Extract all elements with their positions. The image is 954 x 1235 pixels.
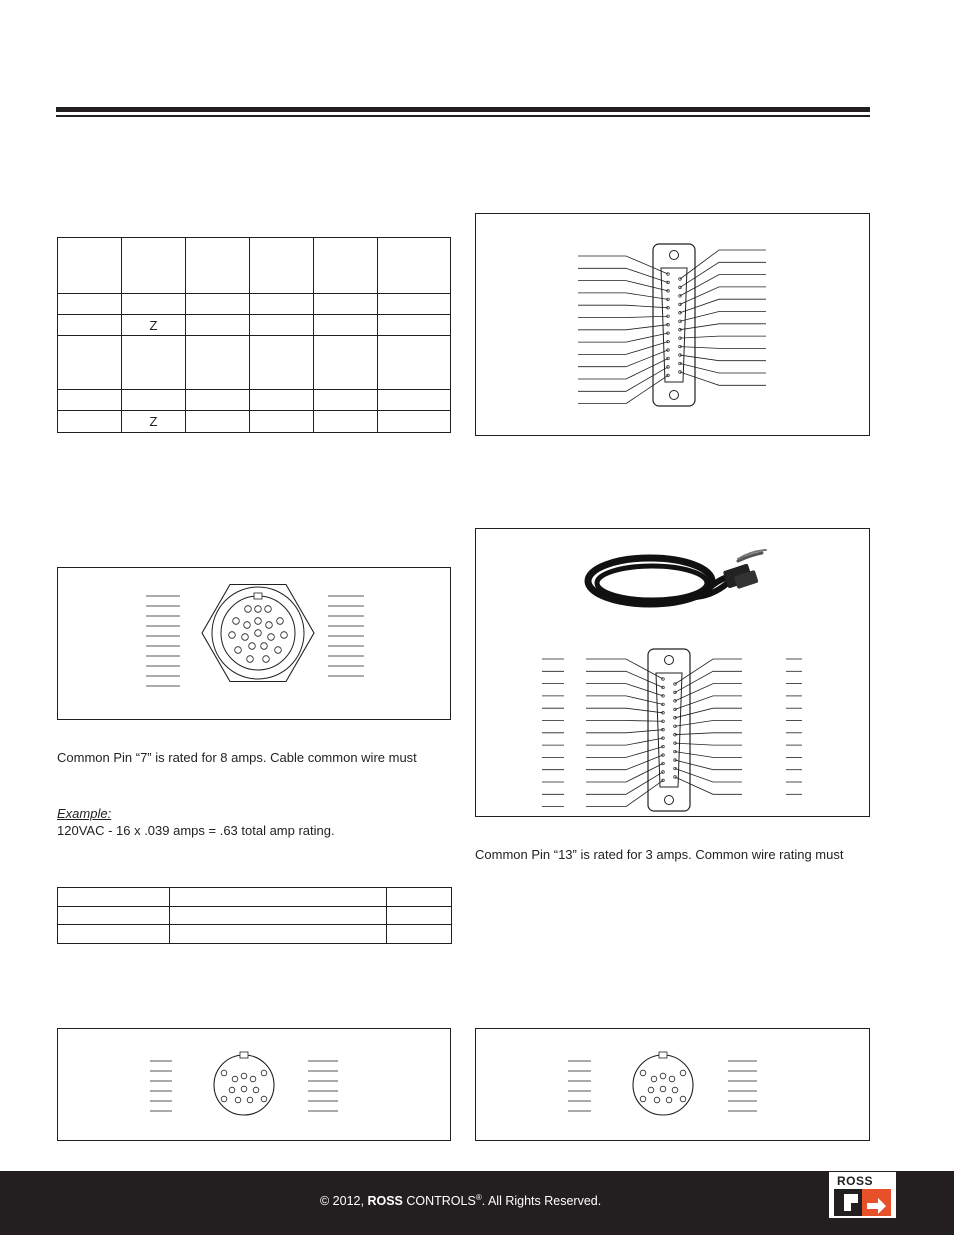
table-cell [250, 315, 314, 336]
table-cell [186, 294, 250, 315]
pin [261, 1096, 267, 1102]
pin [235, 647, 242, 654]
pin [660, 1086, 666, 1092]
table-cell [58, 411, 122, 433]
table-cell [387, 925, 452, 944]
key-notch [240, 1052, 248, 1058]
pin [672, 1087, 678, 1093]
header-rule-thin [56, 115, 870, 117]
table-cell [378, 390, 451, 411]
db25-connector-icon [476, 214, 871, 437]
specs-table [57, 237, 451, 433]
table-cell [250, 390, 314, 411]
table-cell [378, 315, 451, 336]
pin [263, 656, 270, 663]
table-cell [387, 907, 452, 925]
table-cell [250, 294, 314, 315]
circular-19pin-pinout-box [57, 567, 451, 720]
cable-db25-pinout-box [475, 528, 870, 817]
example-label: Example: [57, 806, 112, 821]
circular-12pin-pinout-box-right [475, 1028, 870, 1141]
pin [648, 1087, 654, 1093]
table-cell [58, 888, 170, 907]
ross-logo-mark-icon [834, 1189, 891, 1216]
pin [266, 622, 273, 629]
table-cell [314, 411, 378, 433]
pin [255, 630, 262, 637]
connector-face [221, 596, 295, 670]
pin [277, 618, 284, 625]
pin [245, 606, 252, 613]
table-cell [387, 888, 452, 907]
table-cell [186, 411, 250, 433]
connector-face [633, 1055, 693, 1115]
table-cell [250, 336, 314, 390]
pin [651, 1076, 657, 1082]
table-cell: Z [122, 315, 186, 336]
table-cell [170, 907, 387, 925]
table-cell [250, 411, 314, 433]
table-cell [122, 336, 186, 390]
logo-wordmark: ROSS [837, 1174, 874, 1188]
pin [265, 606, 272, 613]
table-cell [314, 315, 378, 336]
header-rule-thick [56, 107, 870, 112]
common-pin-7-note: Common Pin “7” is rated for 8 amps. Cable common wire must [57, 750, 417, 765]
footer-bar [0, 1171, 954, 1235]
table-cell [58, 390, 122, 411]
connector-ring [212, 587, 304, 679]
pin [221, 1070, 227, 1076]
pin [250, 1076, 256, 1082]
pin [253, 1087, 259, 1093]
circular-connector-12pin-icon [476, 1029, 871, 1142]
pin [242, 634, 249, 641]
amp-table [57, 887, 452, 944]
pin [255, 606, 262, 613]
table-cell [314, 294, 378, 315]
key-notch [659, 1052, 667, 1058]
table-cell [378, 411, 451, 433]
table-cell [58, 925, 170, 944]
pin [640, 1070, 646, 1076]
copyright-text: © 2012, ROSS CONTROLS®. All Rights Reserved. [320, 1193, 602, 1209]
table-cell [58, 294, 122, 315]
key-notch [254, 593, 262, 599]
pin [229, 632, 236, 639]
table-cell: Z [122, 411, 186, 433]
table-cell [378, 294, 451, 315]
table-cell [186, 336, 250, 390]
pin [261, 1070, 267, 1076]
pin [229, 1087, 235, 1093]
circular-connector-12pin-icon [58, 1029, 452, 1142]
table-cell [314, 336, 378, 390]
table-cell [170, 888, 387, 907]
table-cell [186, 315, 250, 336]
db25-pinout-box [475, 213, 870, 436]
pin [261, 643, 268, 650]
pin [235, 1097, 241, 1103]
table-cell [58, 238, 122, 294]
table-cell [170, 925, 387, 944]
table-cell [314, 238, 378, 294]
table-cell [378, 238, 451, 294]
table-cell [58, 907, 170, 925]
table-cell [186, 390, 250, 411]
circular-connector-19pin-icon [58, 568, 452, 721]
common-pin-13-note: Common Pin “13” is rated for 3 amps. Common wire rating must [475, 847, 844, 862]
pin [281, 632, 288, 639]
table-cell [186, 238, 250, 294]
connector-face [214, 1055, 274, 1115]
pin [249, 643, 256, 650]
pin [241, 1073, 247, 1079]
table-cell [58, 315, 122, 336]
pin [233, 618, 240, 625]
table-cell [122, 390, 186, 411]
pin [244, 622, 251, 629]
pin [255, 618, 262, 625]
pin [275, 647, 282, 654]
pin [669, 1076, 675, 1082]
pin [241, 1086, 247, 1092]
pin [654, 1097, 660, 1103]
pin [680, 1070, 686, 1076]
example-text: 120VAC - 16 x .039 amps = .63 total amp rating. [57, 823, 335, 838]
table-cell [122, 294, 186, 315]
pin [247, 1097, 253, 1103]
db25-connector-icon [476, 529, 871, 818]
table-cell [122, 238, 186, 294]
pin [221, 1096, 227, 1102]
ross-logo [829, 1172, 896, 1218]
pin [680, 1096, 686, 1102]
table-cell [378, 336, 451, 390]
pin [660, 1073, 666, 1079]
pin [666, 1097, 672, 1103]
pin [640, 1096, 646, 1102]
pin [232, 1076, 238, 1082]
table-cell [58, 336, 122, 390]
circular-12pin-pinout-box-left [57, 1028, 451, 1141]
pin [268, 634, 275, 641]
pin [247, 656, 254, 663]
table-cell [250, 238, 314, 294]
table-cell [314, 390, 378, 411]
